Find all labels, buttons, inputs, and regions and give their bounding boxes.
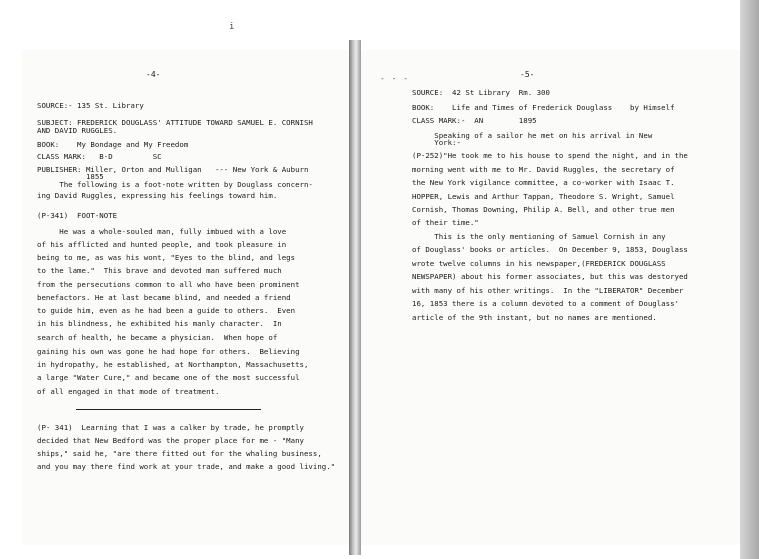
right-line: BOOK: Life and Times of Frederick Douglass by Himself [412, 103, 675, 112]
right-line: wrote twelve columns in his newspaper,(FREDERICK DOUGLASS [412, 259, 666, 268]
left-line: (P- 341) Learning that I was a calker by trade, he promptly [37, 423, 304, 432]
left-line: The following is a foot-note written by Douglass concern- [37, 180, 313, 189]
left-line: search of health, he became a physician. When hope of [37, 333, 278, 342]
top-mark: i [229, 22, 235, 32]
right-line: 16, 1853 there is a column devoted to a comment of Douglass' [412, 299, 679, 308]
left-line: PUBLISHER: Miller, Orton and Mulligan --- New York & Auburn [37, 165, 309, 174]
right-line: Speaking of a sailor he met on his arrival in New [412, 131, 653, 140]
right-line: article of the 9th instant, but no names are mentioned. [412, 313, 657, 322]
left-line: to guide him, even as he had been a guide to others. Even [37, 306, 296, 315]
left-line: gaining his own was gone he had hope for others. Believing [37, 347, 300, 356]
left-line: CLASS MARK: B-D SC [37, 152, 162, 161]
left-line: in hydropathy, he established, at Northampton, Massachusetts, [37, 360, 309, 369]
left-line: of his afflicted and hunted people, and took pleasure in [37, 240, 287, 249]
separator-rule [76, 409, 261, 410]
left-line: SUBJECT: FREDERICK DOUGLASS' ATTITUDE TOWARD SAMUEL E. CORNISH [37, 118, 313, 127]
left-line: SOURCE:- 135 St. Library [37, 101, 144, 110]
left-line: (P-341) FOOT-NOTE [37, 211, 118, 220]
page-edge [740, 0, 759, 559]
left-line: and you may there find work at your trade, and make a good living." [37, 462, 336, 471]
right-line: This is the only mentioning of Samuel Cornish in any [412, 232, 666, 241]
right-line: HOPPER, Lewis and Arthur Tappan, Theodore S. Wright, Samuel [412, 192, 675, 201]
left-line: decided that New Bedford was the proper place for me - "Many [37, 436, 304, 445]
right-line: SOURCE: 42 St Library Rm. 300 [412, 88, 550, 97]
left-line: AND DAVID RUGGLES. [37, 126, 118, 135]
left-line: He was a whole-souled man, fully imbued with a love [37, 227, 287, 236]
right-line: CLASS MARK:- AN 1895 [412, 116, 537, 125]
book-gutter [349, 40, 361, 555]
left-line: of all engaged in that mode of treatment. [37, 387, 220, 396]
left-line: from the persecutions common to all who have been prominent [37, 280, 300, 289]
left-line: a large "Water Cure," and became one of the most successful [37, 373, 300, 382]
right-line: York:- [412, 138, 461, 147]
left-line: 1855 [37, 172, 104, 181]
right-line: NEWSPAPER) about his former associates, but this was destoryed [412, 272, 688, 281]
right-line: (P-252)"He took me to his house to spend the night, and in the [412, 151, 688, 160]
left-line: ing David Ruggles, expressing his feelings toward him. [37, 191, 278, 200]
left-line: being to me, as was his wont, "Eyes to the blind, and legs [37, 253, 296, 262]
left-line: BOOK: My Bondage and My Freedom [37, 140, 189, 149]
right-line: of their time." [412, 218, 479, 227]
right-line: of Douglass' books or articles. On December 9, 1853, Douglass [412, 245, 688, 254]
left-line: in his blindness, he exhibited his manly character. In [37, 319, 282, 328]
left-line: ships," said he, "are there fitted out for the whaling business, [37, 449, 322, 458]
right-line: morning went with me to Mr. David Ruggles, the secretary of [412, 165, 675, 174]
left-page-number: -4- [146, 70, 161, 79]
right-line: with many of his other writings. In the "LIBERATOR" December [412, 286, 684, 295]
right-dots: - - - [380, 74, 410, 83]
left-line: to the lame." This brave and devoted man suffered much [37, 266, 282, 275]
right-line: Cornish, Thomas Downing, Philip A. Bell, and other true men [412, 205, 675, 214]
right-line: the New York vigilance committee, a co-worker with Isaac T. [412, 178, 675, 187]
right-page-number: -5- [520, 70, 535, 79]
left-line: benefactors. He at last became blind, and needed a friend [37, 293, 291, 302]
